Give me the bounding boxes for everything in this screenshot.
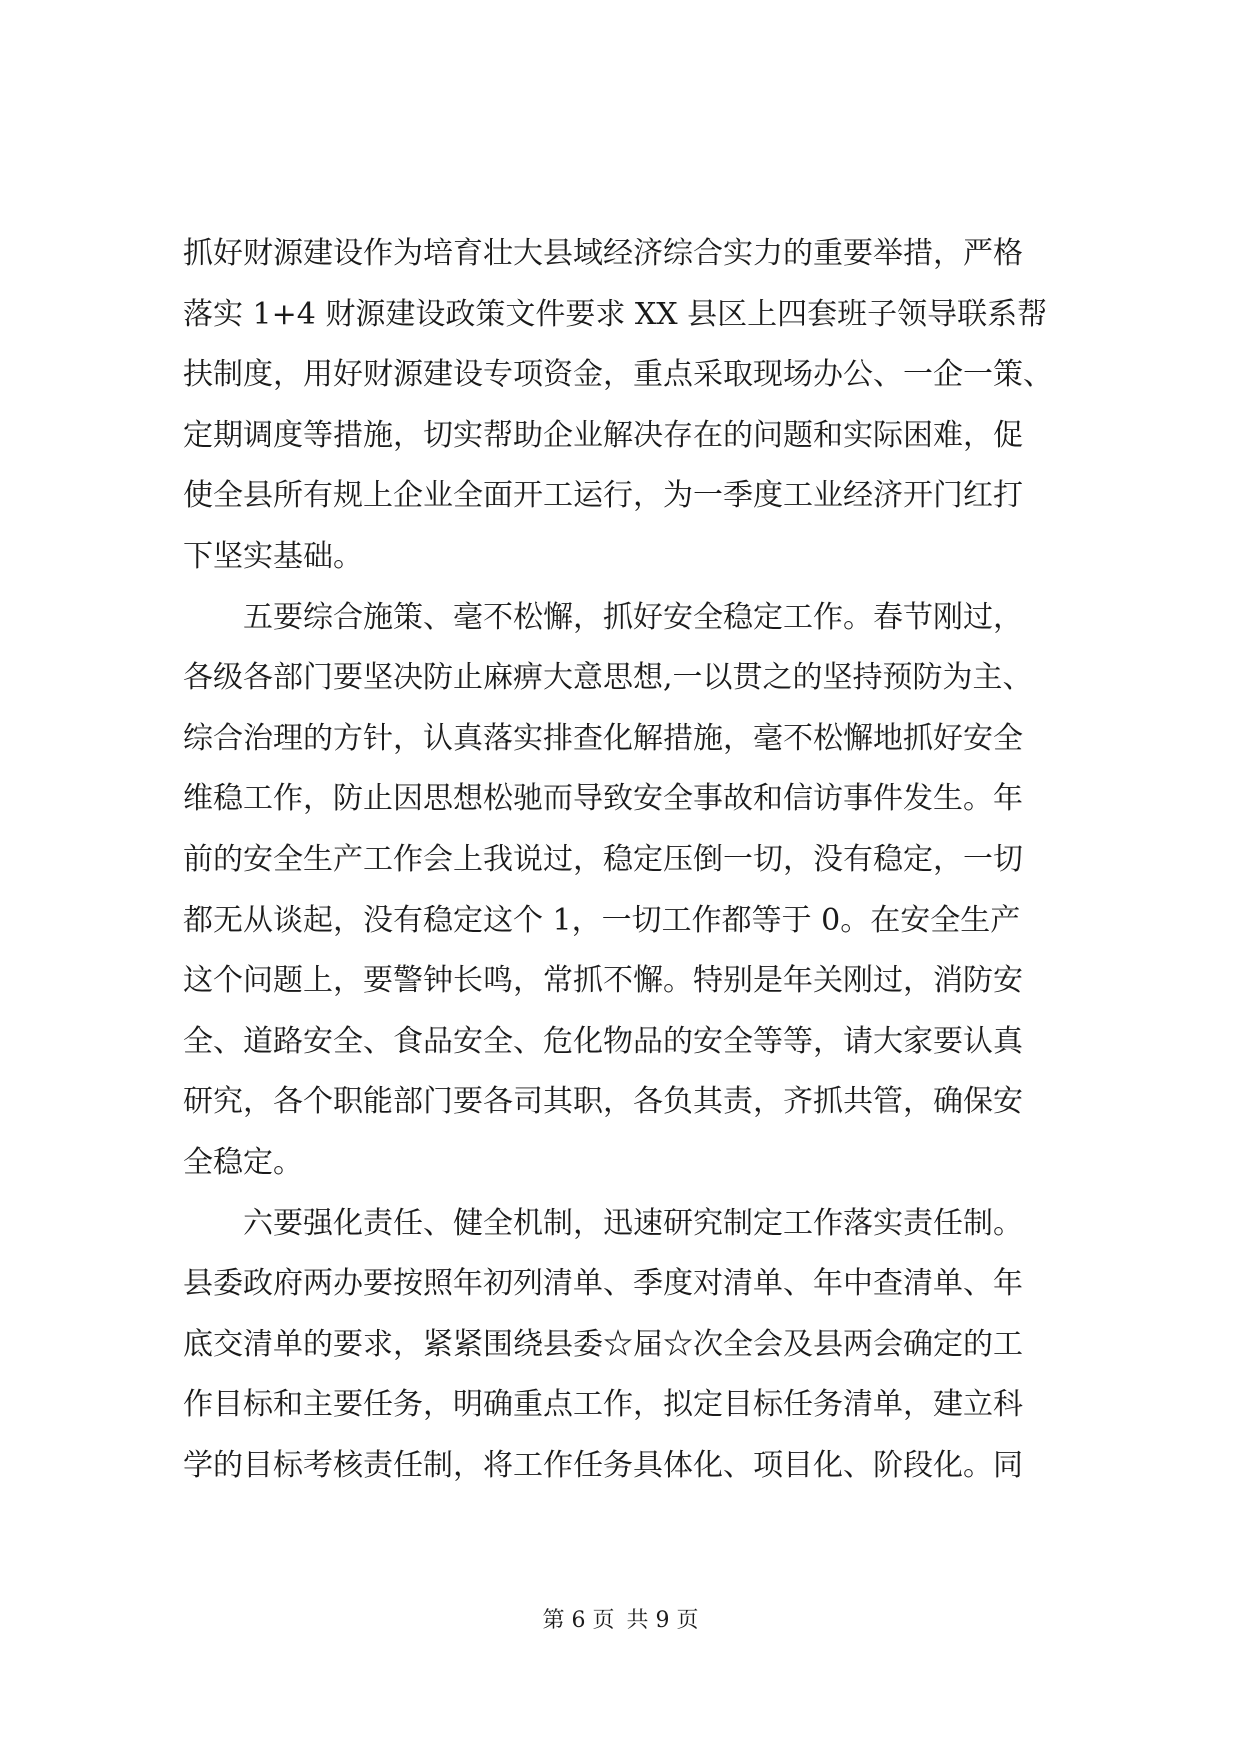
text-line: 底交清单的要求，紧紧围绕县委☆届☆次全会及县两会确定的工 — [183, 1326, 1023, 1362]
text-line: 全、道路安全、食品安全、危化物品的安全等等，请大家要认真 — [183, 1023, 1023, 1059]
paragraph-start-line: 五要综合施策、毫不松懈，抓好安全稳定工作。春节刚过， — [243, 599, 1023, 635]
text-line: 研究，各个职能部门要各司其职，各负其责，齐抓共管，确保安 — [183, 1084, 1023, 1120]
page-footer — [0, 1606, 1241, 1636]
text-line: 定期调度等措施，切实帮助企业解决存在的问题和实际困难，促 — [183, 417, 1023, 453]
text-line: 作目标和主要任务，明确重点工作，拟定目标任务清单，建立科 — [183, 1387, 1023, 1423]
text-line: 各级各部门要坚决防止麻痹大意思想,一以贯之的坚持预防为主、 — [183, 660, 1033, 696]
text-line: 落实 1+4 财源建设政策文件要求 XX 县区上四套班子领导联系帮 — [183, 296, 1048, 332]
text-line: 扶制度，用好财源建设专项资金，重点采取现场办公、一企一策、 — [183, 357, 1053, 393]
document-body — [183, 224, 1083, 1496]
text-line: 学的目标考核责任制，将工作任务具体化、项目化、阶段化。同 — [183, 1447, 1023, 1483]
paragraph-start-line: 六要强化责任、健全机制，迅速研究制定工作落实责任制。 — [243, 1205, 1023, 1241]
text-line: 维稳工作，防止因思想松驰而导致安全事故和信访事件发生。年 — [183, 781, 1023, 817]
page-number: 第 6 页 — [542, 1608, 615, 1633]
text-line: 这个问题上，要警钟长鸣，常抓不懈。特别是年关刚过，消防安 — [183, 963, 1023, 999]
text-line: 下坚实基础。 — [183, 538, 363, 574]
text-line: 全稳定。 — [183, 1144, 303, 1180]
page-total: 共 9 页 — [626, 1608, 699, 1633]
text-line: 综合治理的方针，认真落实排查化解措施，毫不松懈地抓好安全 — [183, 720, 1023, 756]
text-line: 使全县所有规上企业全面开工运行，为一季度工业经济开门红打 — [183, 478, 1023, 514]
text-line: 县委政府两办要按照年初列清单、季度对清单、年中查清单、年 — [183, 1266, 1023, 1302]
text-line: 前的安全生产工作会上我说过，稳定压倒一切，没有稳定，一切 — [183, 841, 1023, 877]
text-line: 抓好财源建设作为培育壮大县域经济综合实力的重要举措，严格 — [183, 236, 1023, 271]
text-line: 都无从谈起，没有稳定这个 1，一切工作都等于 0。在安全生产 — [183, 902, 1021, 938]
